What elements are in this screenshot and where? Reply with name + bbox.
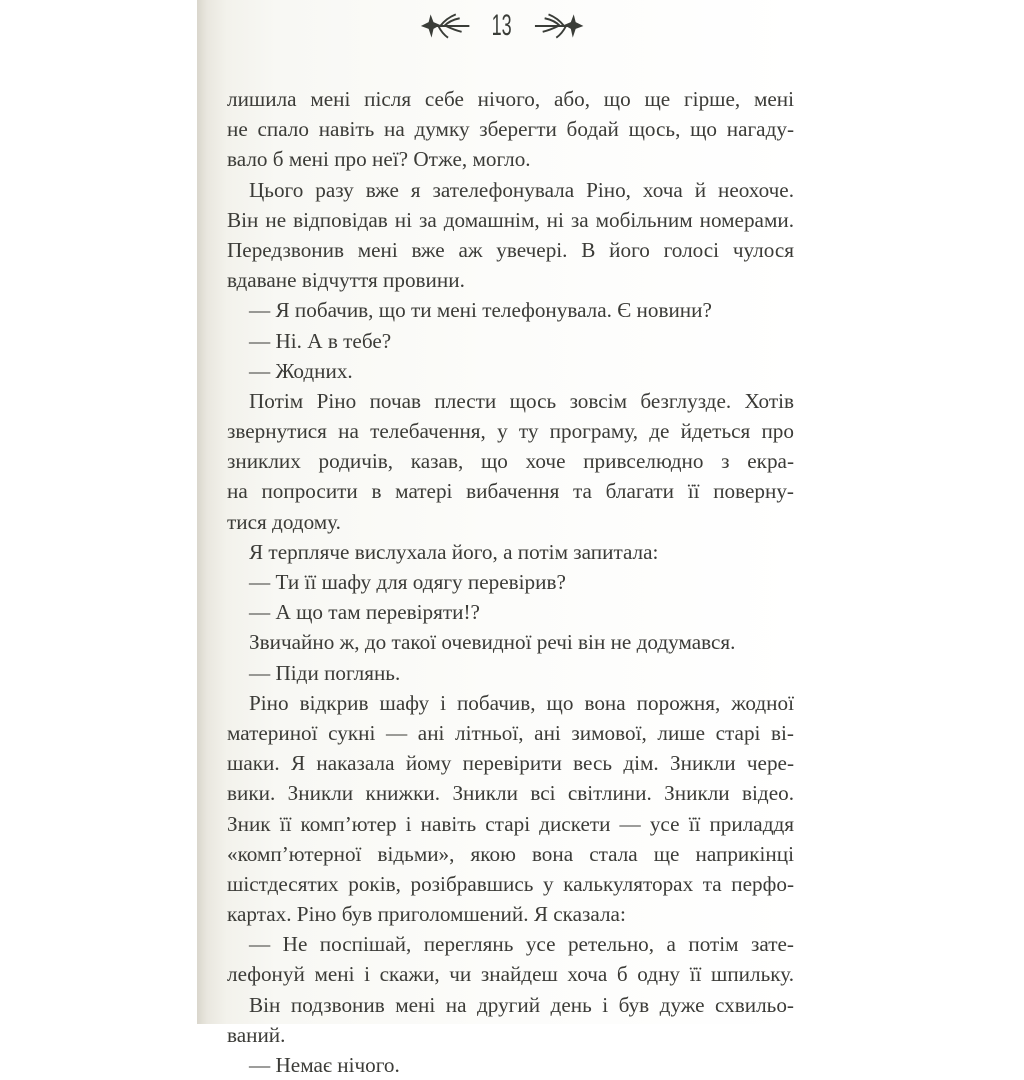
text-line: Потім Ріно почав плести щось зовсім безглузде. Хотів [249, 388, 794, 413]
text-line: зниклих родичів, казав, що хоче привселюдно з екра- [227, 449, 794, 474]
text-line: — Немає нічого. [249, 1053, 400, 1077]
text-line: Він подзвонив мені на другий день і був дуже схвильо- [249, 992, 794, 1017]
text-line: ваний. [227, 1022, 286, 1047]
text-line: Передзвонив мені вже аж увечері. В його голосі чулося [227, 237, 794, 262]
text-line: вало б мені про неї? Отже, могло. [227, 147, 531, 172]
text-line: — Ні. А в тебе? [249, 328, 392, 353]
page-number: 13 [491, 9, 513, 42]
floral-ornament-right-icon [533, 8, 587, 44]
text-line: Він не відповідав ні за домашнім, ні за мобільним номерами. [227, 207, 794, 232]
text-line: вики. Зникли книжки. Зникли всі світлини. Зникли відео. [227, 781, 794, 806]
text-line: вдаване відчуття провини. [227, 268, 465, 293]
text-line: — Жодних. [249, 358, 353, 383]
page-header [417, 8, 587, 44]
text-line: Я терпляче вислухала його, а потім запитала: [249, 539, 659, 564]
text-line: тися додому. [227, 509, 341, 534]
text-line: Ріно відкрив шафу і побачив, що вона порожня, жодної [249, 690, 794, 715]
text-line: — Не поспішай, переглянь усе ретельно, а потім зате- [249, 932, 794, 957]
text-line: Цього разу вже я зателефонувала Ріно, хоча й неохоче. [249, 177, 794, 202]
text-line: картах. Ріно був приголомшений. Я сказала: [227, 902, 626, 927]
text-line: — Я побачив, що ти мені телефонувала. Є новини? [249, 298, 712, 323]
text-line: на попросити в матері вибачення та благати її поверну- [227, 479, 794, 504]
text-line: лефонуй мені і скажи, чи знайдеш хоча б одну її шпильку. [227, 962, 794, 987]
text-line: шістдесятих років, розібравшись у калькуляторах та перфо- [227, 871, 794, 896]
text-line: Зник її комп’ютер і навіть старі дискети — усе її приладдя [227, 811, 794, 836]
text-line: — Ти її шафу для одягу перевірив? [249, 570, 566, 594]
text-line: лишила мені після себе нічого, або, що ще гірше, мені [227, 87, 794, 111]
text-line: — А що там перевіряти!? [249, 600, 480, 625]
text-line: — Піди поглянь. [249, 660, 401, 685]
text-line: шаки. Я наказала йому перевірити весь дім. Зникли чере- [227, 751, 794, 776]
text-line: Звичайно ж, до такої очевидної речі він не додумався. [249, 630, 736, 655]
text-line: материної сукні — ані літньої, ані зимової, лише старі ві- [227, 720, 794, 745]
book-page [197, 0, 837, 1077]
text-line: «комп’ютерної відьми», якою вона стала ще наприкінці [227, 841, 794, 866]
floral-ornament-left-icon [417, 8, 471, 44]
body-text [227, 84, 794, 1080]
text-line: не спало навіть на думку зберегти бодай щось, що нагаду- [227, 117, 794, 142]
text-line: звернутися на телебачення, у ту програму, де йдеться про [227, 419, 794, 444]
